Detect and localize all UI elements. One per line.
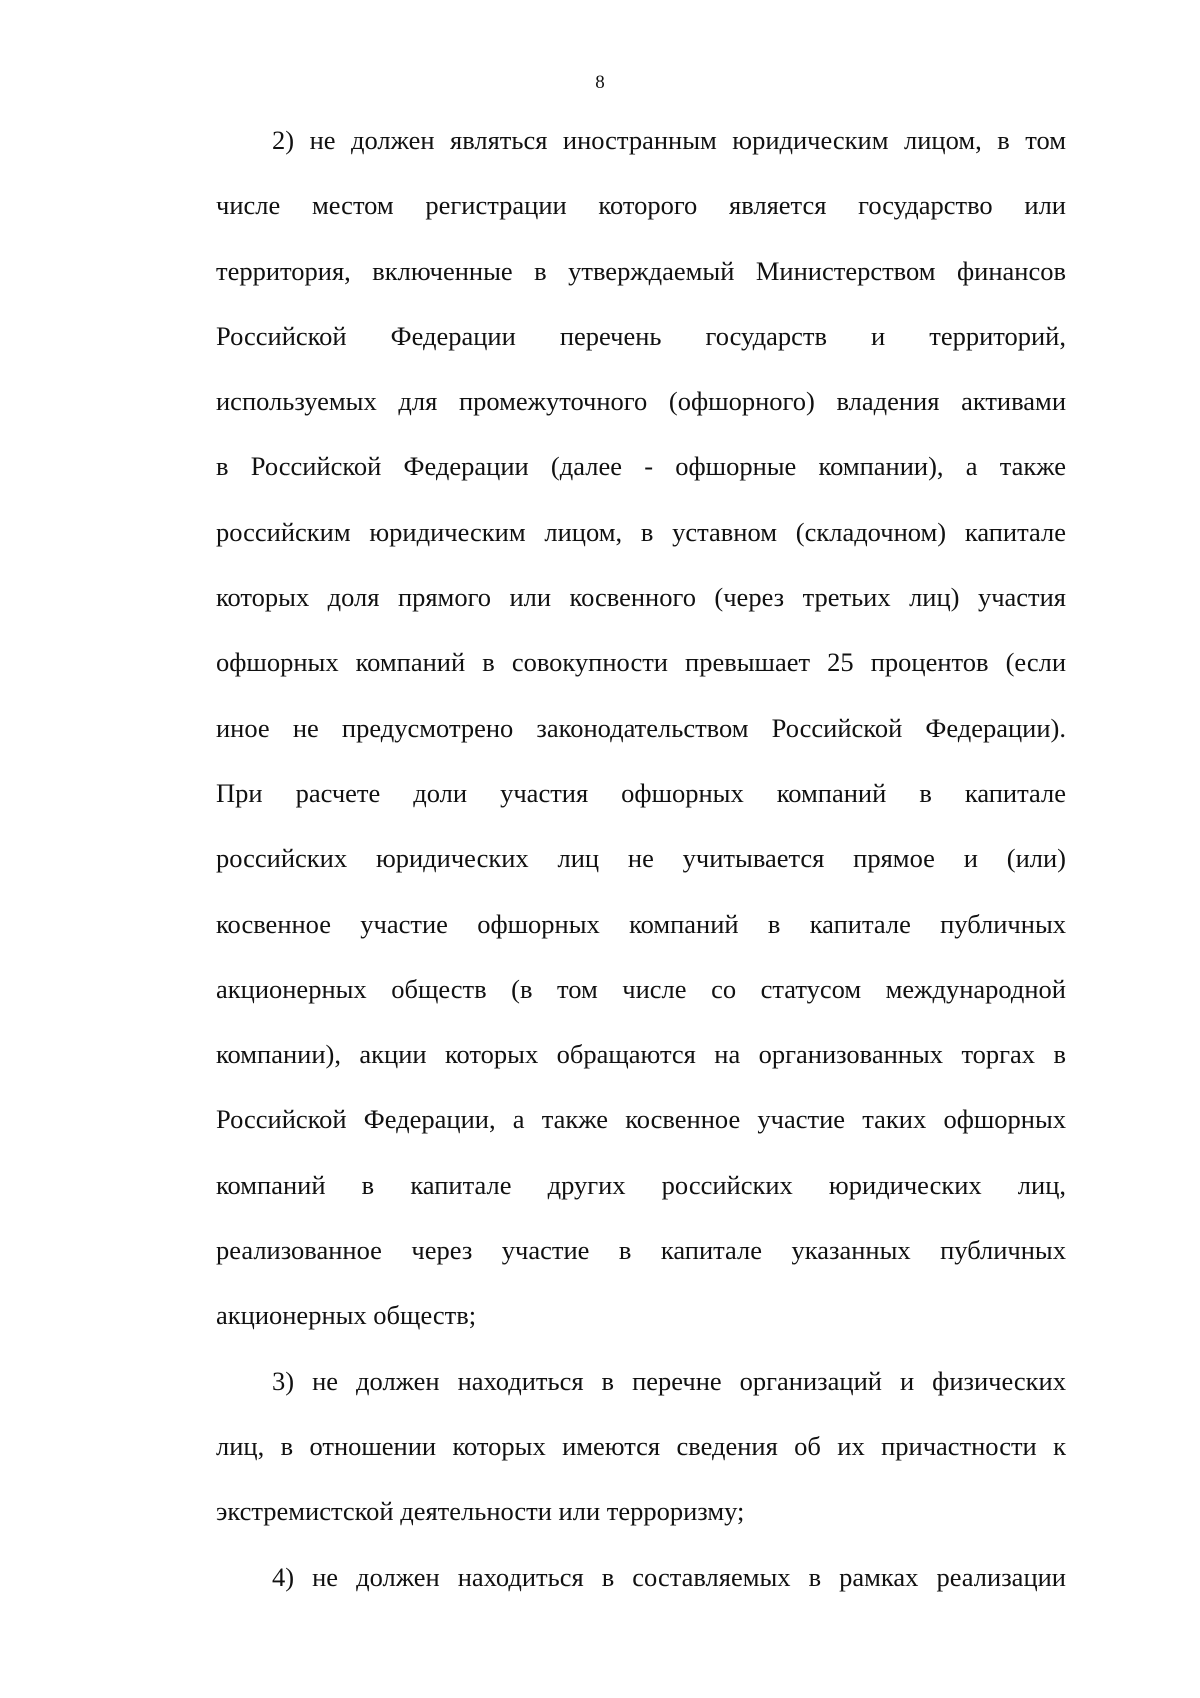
text-line: Российской Федерации, а также косвенное участие таких офшорных — [216, 1104, 1066, 1135]
document-body — [216, 108, 1066, 1610]
text-line: российским юридическим лицом, в уставном (складочном) капитале — [216, 516, 1066, 547]
text-line: компании), акции которых обращаются на организованных торгах в — [216, 1039, 1066, 1070]
text-line: акционерных обществ; — [216, 1300, 477, 1331]
text-line: При расчете доли участия офшорных компаний в капитале — [216, 777, 1066, 808]
text-line: 3) не должен находиться в перечне организаций и физических — [272, 1365, 1066, 1396]
text-line: которых доля прямого или косвенного (через третьих лиц) участия — [216, 582, 1066, 613]
text-line: офшорных компаний в совокупности превышает 25 процентов (если — [216, 647, 1066, 678]
text-line: числе местом регистрации которого является государство или — [216, 190, 1066, 221]
text-line: в Российской Федерации (далее - офшорные компании), а также — [216, 451, 1066, 482]
text-line: территория, включенные в утверждаемый Министерством финансов — [216, 255, 1066, 286]
text-line: используемых для промежуточного (офшорного) владения активами — [216, 386, 1066, 417]
text-line: лиц, в отношении которых имеются сведения об их причастности к — [216, 1430, 1066, 1461]
paragraph-item-3 — [216, 1349, 1066, 1545]
page-number: 8 — [595, 72, 605, 93]
text-line: 4) не должен находиться в составляемых в рамках реализации — [272, 1561, 1066, 1592]
text-line: российских юридических лиц не учитывается прямое и (или) — [216, 843, 1066, 874]
text-line: акционерных обществ (в том числе со статусом международной — [216, 973, 1066, 1004]
text-line: косвенное участие офшорных компаний в капитале публичных — [216, 908, 1066, 939]
text-line: реализованное через участие в капитале указанных публичных — [216, 1235, 1066, 1266]
text-line: экстремистской деятельности или терроризму; — [216, 1496, 745, 1527]
paragraph-item-4 — [216, 1545, 1066, 1610]
text-line: иное не предусмотрено законодательством Российской Федерации). — [216, 712, 1066, 743]
paragraph-item-2 — [216, 108, 1066, 1349]
text-line: Российской Федерации перечень государств и территорий, — [216, 320, 1066, 351]
text-line: компаний в капитале других российских юридических лиц, — [216, 1169, 1066, 1200]
text-line: 2) не должен являться иностранным юридическим лицом, в том — [272, 125, 1066, 155]
